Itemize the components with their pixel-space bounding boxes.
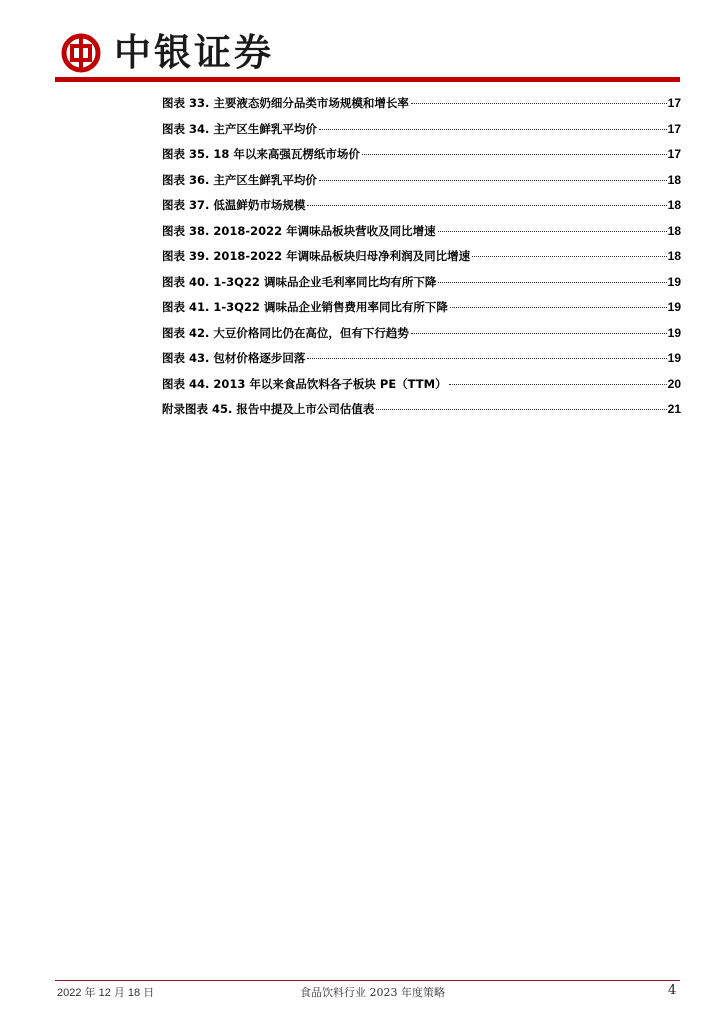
toc-entry[interactable] xyxy=(162,346,681,372)
toc-dot-leader xyxy=(362,154,667,155)
toc-entry[interactable] xyxy=(162,295,681,321)
toc-dot-leader xyxy=(307,205,666,206)
toc-entry[interactable] xyxy=(162,193,681,219)
table-of-figures xyxy=(162,91,681,423)
toc-entry[interactable] xyxy=(162,244,681,270)
toc-entry[interactable] xyxy=(162,372,681,398)
toc-dot-leader xyxy=(472,256,666,257)
toc-entry-page: 19 xyxy=(667,300,681,314)
toc-dot-leader xyxy=(319,180,667,181)
toc-dot-leader xyxy=(411,333,667,334)
toc-entry-label: 图表 34. 主产区生鲜乳平均价 xyxy=(162,121,317,136)
toc-entry-label: 图表 37. 低温鲜奶市场规模 xyxy=(162,198,306,212)
toc-dot-leader xyxy=(411,103,667,104)
toc-entry-label: 图表 35. 18 年以来高强瓦楞纸市场价 xyxy=(162,147,360,161)
toc-entry-page: 20 xyxy=(667,376,681,391)
footer-divider xyxy=(55,980,680,981)
brand-name: 中银证券 xyxy=(114,30,274,74)
toc-dot-leader xyxy=(438,282,666,283)
toc-entry[interactable] xyxy=(162,91,681,117)
toc-entry[interactable] xyxy=(162,321,681,347)
toc-entry-page: 18 xyxy=(667,223,681,238)
bank-of-china-logo-icon xyxy=(61,33,101,73)
toc-entry-label: 图表 43. 包材价格逐步回落 xyxy=(162,351,306,365)
toc-entry-page: 18 xyxy=(667,249,681,263)
toc-entry-page: 21 xyxy=(667,402,681,416)
header-divider xyxy=(55,77,680,82)
toc-entry-label: 图表 38. 2018-2022 年调味品板块营收及同比增速 xyxy=(162,223,436,238)
toc-entry-label: 图表 44. 2013 年以来食品饮料各子板块 PE（TTM） xyxy=(162,376,447,391)
toc-entry-page: 19 xyxy=(667,325,681,340)
toc-entry[interactable] xyxy=(162,168,681,194)
toc-entry-page: 17 xyxy=(667,147,681,161)
toc-dot-leader xyxy=(450,307,667,308)
toc-entry-page: 17 xyxy=(667,121,681,136)
toc-entry-page: 18 xyxy=(667,198,681,212)
toc-entry-page: 19 xyxy=(667,274,681,289)
toc-entry-page: 18 xyxy=(667,172,681,187)
toc-entry-label: 附录图表 45. 报告中提及上市公司估值表 xyxy=(162,402,375,416)
toc-dot-leader xyxy=(438,231,667,232)
toc-entry-page: 17 xyxy=(667,96,681,110)
toc-entry-label: 图表 40. 1-3Q22 调味品企业毛利率同比均有所下降 xyxy=(162,274,437,289)
toc-entry[interactable] xyxy=(162,117,681,143)
toc-entry-label: 图表 42. 大豆价格同比仍在高位，但有下行趋势 xyxy=(162,325,409,340)
footer-report-title: 食品饮料行业 2023 年度策略 xyxy=(300,986,445,999)
toc-dot-leader xyxy=(319,129,667,130)
toc-entry[interactable] xyxy=(162,142,681,168)
toc-entry[interactable] xyxy=(162,219,681,245)
toc-dot-leader xyxy=(449,384,667,385)
toc-entry-label: 图表 36. 主产区生鲜乳平均价 xyxy=(162,172,317,187)
toc-entry[interactable] xyxy=(162,270,681,296)
toc-entry-label: 图表 33. 主要液态奶细分品类市场规模和增长率 xyxy=(162,96,409,110)
page-header xyxy=(0,0,724,90)
toc-entry-label: 图表 41. 1-3Q22 调味品企业销售费用率同比有所下降 xyxy=(162,300,448,314)
footer-page-number: 4 xyxy=(668,983,677,998)
toc-dot-leader xyxy=(307,358,666,359)
footer-date: 2022 年 12 月 18 日 xyxy=(57,987,155,999)
toc-entry-page: 19 xyxy=(667,351,681,365)
toc-entry[interactable] xyxy=(162,397,681,423)
toc-entry-label: 图表 39. 2018-2022 年调味品板块归母净利润及同比增速 xyxy=(162,249,471,263)
toc-dot-leader xyxy=(376,409,666,410)
